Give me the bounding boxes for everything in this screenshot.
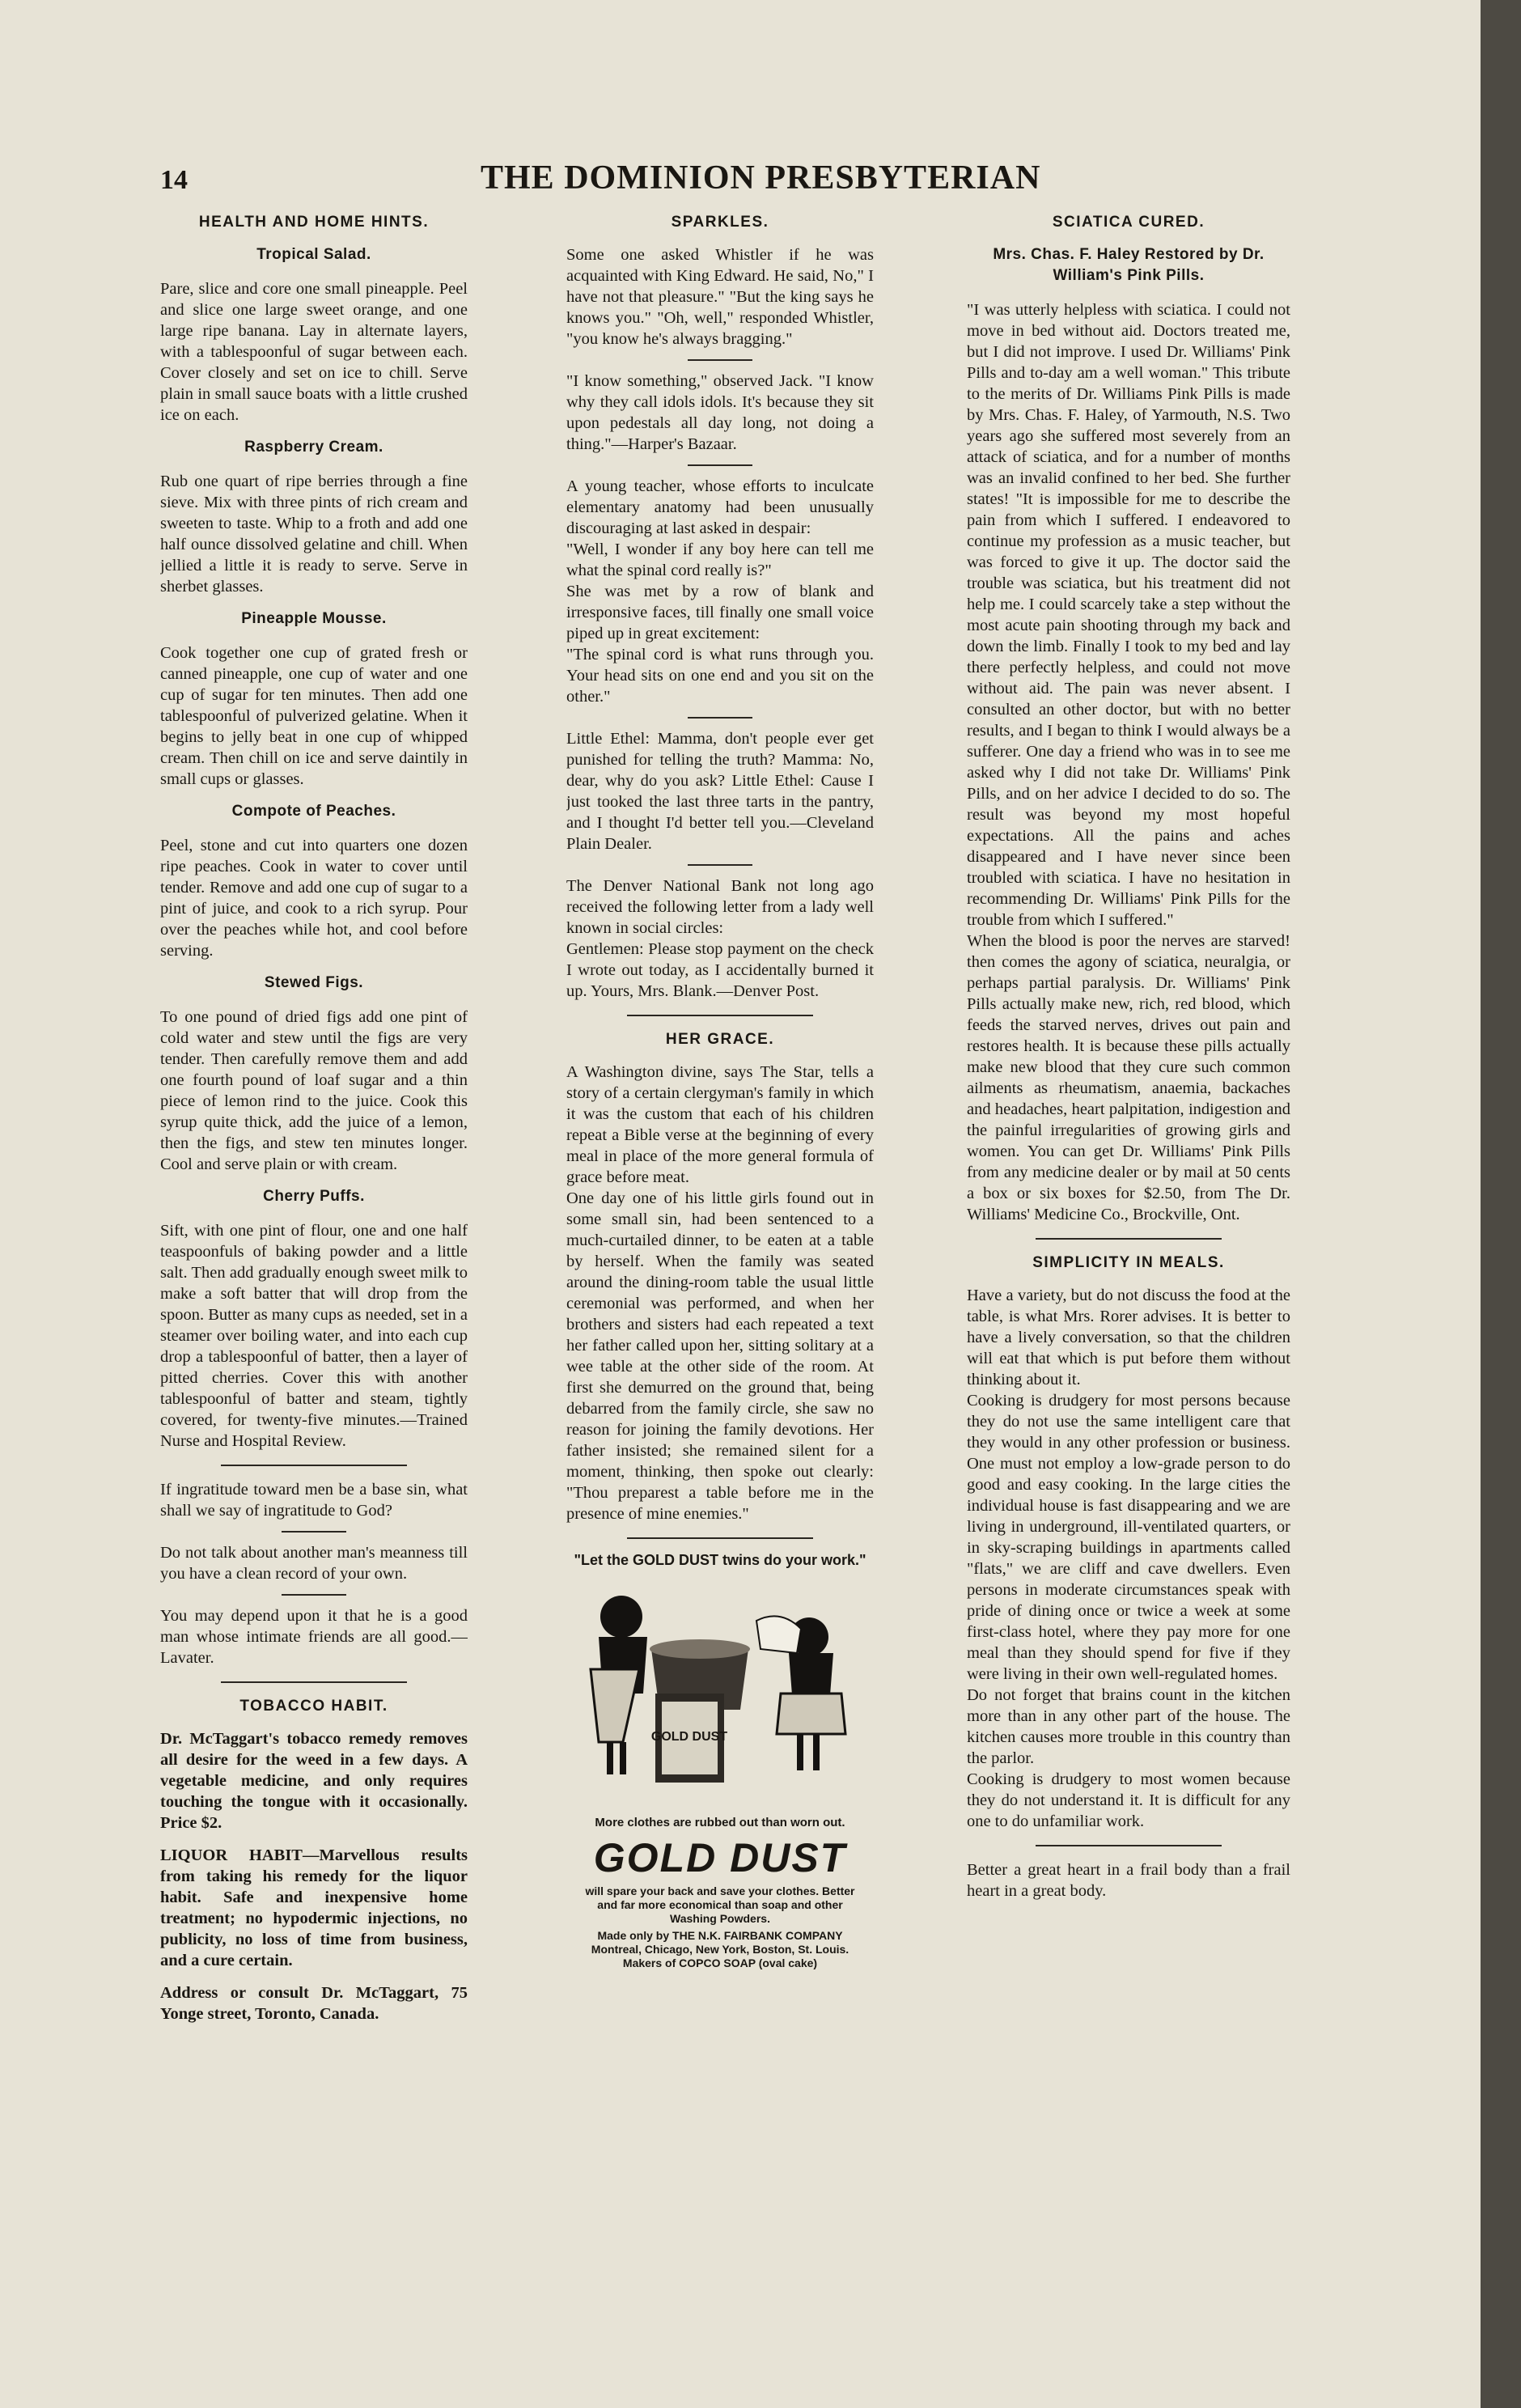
address-text: Address or consult Dr. McTaggart, 75 Yonge street, Toronto, Canada. [160, 1984, 468, 2023]
recipe-tropical-salad [160, 244, 468, 426]
divider-rule [688, 864, 752, 866]
divider-rule [1036, 1238, 1222, 1240]
divider-rule [688, 717, 752, 719]
column-health-hints [160, 212, 468, 2024]
divider-rule [688, 464, 752, 466]
gold-dust-advertisement [566, 1552, 874, 1970]
divider-rule [627, 1537, 813, 1539]
ad-maker: Made only by THE N.K. FAIRBANK COMPANY Montreal, Chicago, New York, Boston, St. Louis. Makers of COPCO SOAP (oval cake) [591, 1929, 849, 1969]
column-sciatica [967, 212, 1290, 1901]
recipe-title: Compote of Peaches. [231, 803, 396, 820]
column-sparkles [566, 212, 874, 1973]
divider-rule [282, 1531, 346, 1533]
sparkle-item: "I know something," observed Jack. "I know why they call idols idols. It's because they sit upon pedestals all day long, not doing a thing."—Harper's Bazaar. [566, 372, 874, 453]
gold-dust-twins-illustration [566, 1572, 874, 1807]
article-subheading: Mrs. Chas. F. Haley Restored by Dr. William's Pink Pills. [993, 246, 1265, 284]
box-label: GOLD DUST [650, 1730, 728, 1744]
sciatica-article-text: "I was utterly helpless with sciatica. I could not move in bed without aid. Doctors treated me, but I did not improve. I used Dr. Williams' Pink Pills and to-day am a well woman." This tribute to the merits of Dr. Williams Pink Pills is made by Mrs. Chas. F. Haley, of Yarmouth, N.S. Two years ago she suffered most severely from an attack of sciatica, and for a number of months was an invalid confined to her bed. She further states! "It is impossible for me to describe the pain from which I suffered. I endeavored to continue my profession as a music teacher, but was forced to give it up. The doctor said the trouble was sciatica, but his treatment did not help me. I could scarcely take a step without the most acute pain shooting through my back and down the limb. Finally I took to my bed and lay there perfectly helpless, and could not move without aid. The pain was never absent. I consulted an other doctor, but with no better results, and I began to think I would always be a sufferer. One day a friend who was in to see me asked why I did not take Dr. Williams' Pink Pills, and on her advice I decided to do so. The result was beyond my most hopeful expectations. All the pains and aches disappeared and I have never since been troubled with sciatica. I have no hesitation in recommending Dr. Williams' Pink Pills for the trouble from which I suffered." When the blood is poor the nerves are starved! then comes the agony of sciatica, neuralgia, or perhaps partial paralysis. Dr. Williams' Pink Pills actually make new, rich, red blood, which feeds the starved nerves, drives out pain and restores health. It is because these pills actually make new blood that they cure such common ailments as rheumatism, anaemia, backaches and headaches, heart palpitation, indigestion and the painful irregularities of growing girls and women. You can get Dr. Williams' Pink Pills from any medicine dealer or by mail at 50 cents a box or six boxes for $2.50, from The Dr. Williams' Medicine Co., Brockville, Ont. [967, 301, 1290, 1223]
recipe-title: Stewed Figs. [264, 974, 364, 991]
sparkle-item: A young teacher, whose efforts to inculcate elementary anatomy had been unusually discouraging at last asked in despair: "Well, I wonder if any boy here can tell me what the spinal cord really is?" She was met by a row of blank and irresponsive faces, till finally one small voice piped up in great excitement: "The spinal cord is what runs through you. Your head sits on one end and you sit on the other." [566, 477, 874, 706]
recipe-stewed-figs [160, 973, 468, 1175]
divider-rule [221, 1465, 407, 1466]
recipe-title: Cherry Puffs. [263, 1188, 365, 1205]
ad-brand-name: GOLD DUST [593, 1835, 847, 1880]
section-heading-simplicity-in-meals: SIMPLICITY IN MEALS. [1032, 1254, 1225, 1271]
divider-rule [688, 359, 752, 361]
ad-slogan: "Let the GOLD DUST twins do your work." [574, 1552, 866, 1568]
grace-story-text: A Washington divine, says The Star, tells a story of a certain clergyman's family in which it was the custom that each of his children repeat a Bible verse at the beginning of every meal in place of the more general formula of grace before meat. One day one of his little girls found out in some small sin, had been sentenced to a much-curtailed dinner, to be eaten at a table by herself. When the family was seated around the dining-room table the usual little ceremonial was performed, and when her brothers and sisters had each repeated a text her father called upon her, sitting solitary at a wee table at the other side of the room. At first she demurred on the ground that, being debarred from the family circle, she saw no reason for joining the family devotions. Her father insisted; she remained silent for a moment, thinking, then spoke out clearly: "Thou preparest a table before me in the presence of mine enemies." [566, 1063, 874, 1523]
recipe-text: Rub one quart of ripe berries through a fine sieve. Mix with three pints of rich cream and sweeten to taste. Whip to a froth and add one half ounce dissolved gelatine and chill. When jellied a little it is ready to serve. Serve in sherbet glasses. [160, 473, 468, 596]
section-heading-sparkles: SPARKLES. [671, 214, 769, 231]
maxim-text: You may depend upon it that he is a good man whose intimate friends are all good.—Lavater. [160, 1607, 468, 1667]
tobacco-ad-text: Dr. McTaggart's tobacco remedy removes all desire for the weed in a few days. A vegetable medicine, and only requires touching the tongue with it occasionally. Price $2. [160, 1730, 468, 1832]
publication-title: THE DOMINION PRESBYTERIAN [481, 159, 1041, 197]
simplicity-article-text: Have a variety, but do not discuss the food at the table, is what Mrs. Rorer advises. It is better to have a lively conversation, so that the children will eat that which is put before them without thinking about it. Cooking is drudgery for most persons because they do not use the same intelligent care that they would in any other profession or business. One must not employ a low-grade person to do good and easy cooking. In the large cities the individual house is fast disappearing and we are living in underground, ill-ventilated quarters, or in sky-scraping buildings in apartments called "flats," we are cliff and cave dwellers. Even persons in moderate circumstances speak with pride of dining once or twice a week at some first-class hotel, where they pay more for one meal than they should spend for five if they were living in their own well-regulated homes. Do not forget that brains count in the kitchen more than in any other part of the house. The kitchen causes more trouble in this country than the parlor. Cooking is drudgery to most women because they do not understand it. It is difficult for any one to do unfamiliar work. [967, 1287, 1290, 1830]
sparkle-item: Some one asked Whistler if he was acquainted with King Edward. He said, No," I have not that pleasure." "But the king says he knows you." "Oh, well," responded Whistler, "you know he's always bragging." [566, 246, 874, 348]
divider-rule [282, 1594, 346, 1596]
ad-caption: More clothes are rubbed out than worn out. [595, 1816, 845, 1829]
sparkle-item: Little Ethel: Mamma, don't people ever get punished for telling the truth? Mamma: No, dear, why do you ask? Little Ethel: Cause I just tooked the last three tarts in the pantry, and I thought I'd better tell you.—Cleveland Plain Dealer. [566, 730, 874, 853]
recipe-text: Sift, with one pint of flour, one and one half teaspoonfuls of baking powder and a little salt. Then add gradually enough sweet milk to make a soft batter that will drop from the spoon. Butter as many cups as needed, set in a steamer over boiling water, and into each cup drop a tablespoonful of batter, then a layer of pitted cherries. Cover this with another tablespoonful of batter and steam, tightly covered, for twenty-five minutes.—Trained Nurse and Hospital Review. [160, 1222, 468, 1450]
section-heading-tobacco-habit: TOBACCO HABIT. [239, 1698, 388, 1715]
recipe-text: Peel, stone and cut into quarters one dozen ripe peaches. Cook in water to cover until tender. Remove and add one cup of sugar to a pint of juice, and cook to a rich syrup. Pour over the peaches while hot, and cool before serving. [160, 837, 468, 960]
recipe-title: Tropical Salad. [256, 246, 371, 263]
closing-maxim: Better a great heart in a frail body than a frail heart in a great body. [967, 1861, 1290, 1900]
page-header [160, 159, 1041, 207]
divider-rule [627, 1015, 813, 1016]
recipe-text: Pare, slice and core one small pineapple. Peel and slice one large sweet orange, and one large ripe banana. Lay in alternate layers, with a tablespoonful of sugar between each. Cover closely and set on ice to chill. Serve plain in small sauce boats with a little crushed ice on each. [160, 280, 468, 424]
page-binding-edge [1481, 0, 1521, 2408]
recipe-compote-of-peaches [160, 801, 468, 961]
maxim-text: If ingratitude toward men be a base sin, what shall we say of ingratitude to God? [160, 1481, 468, 1520]
sparkle-item: The Denver National Bank not long ago received the following letter from a lady well known in social circles: Gentlemen: Please stop payment on the check I wrote out today, as I accidentally burned it up. Yours, Mrs. Blank.—Denver Post. [566, 877, 874, 1000]
maxim-text: Do not talk about another man's meanness till you have a clean record of your own. [160, 1544, 468, 1583]
recipe-title: Pineapple Mousse. [241, 610, 387, 627]
recipe-cherry-puffs [160, 1186, 468, 1452]
divider-rule [1036, 1845, 1222, 1846]
section-heading-health-hints: HEALTH AND HOME HINTS. [198, 214, 430, 231]
recipe-title: Raspberry Cream. [244, 439, 383, 456]
page-number: 14 [160, 165, 188, 195]
recipe-text: To one pound of dried figs add one pint of cold water and stew until the figs are very tender. Then carefully remove them and add one fourth pound of loaf sugar and a thin piece of lemon rind to the juice. Cook this syrup quite thick, add the juice of a lemon, then the figs, and stew ten minutes longer. Cool and serve plain or with cream. [160, 1008, 468, 1173]
ad-tagline: will spare your back and save your clothes. Better and far more economical than soap and other Washing Powders. [585, 1884, 855, 1925]
liquor-ad-text: LIQUOR HABIT—Marvellous results from taking his remedy for the liquor habit. Safe and inexpensive home treatment; no hypodermic injections, no publicity, no loss of time from business, and a cure certain. [160, 1846, 468, 1969]
recipe-pineapple-mousse [160, 608, 468, 790]
section-heading-her-grace: HER GRACE. [665, 1031, 775, 1048]
section-heading-sciatica-cured: SCIATICA CURED. [1052, 214, 1205, 231]
divider-rule [221, 1681, 407, 1683]
recipe-raspberry-cream [160, 437, 468, 597]
recipe-text: Cook together one cup of grated fresh or canned pineapple, one cup of water and one cup of sugar for ten minutes. Then add one tablespoonful of pulverized gelatine. When it begins to jelly beat in one cup of whipped cream. Then chill on ice and serve daintily in small cups or glasses. [160, 644, 468, 788]
